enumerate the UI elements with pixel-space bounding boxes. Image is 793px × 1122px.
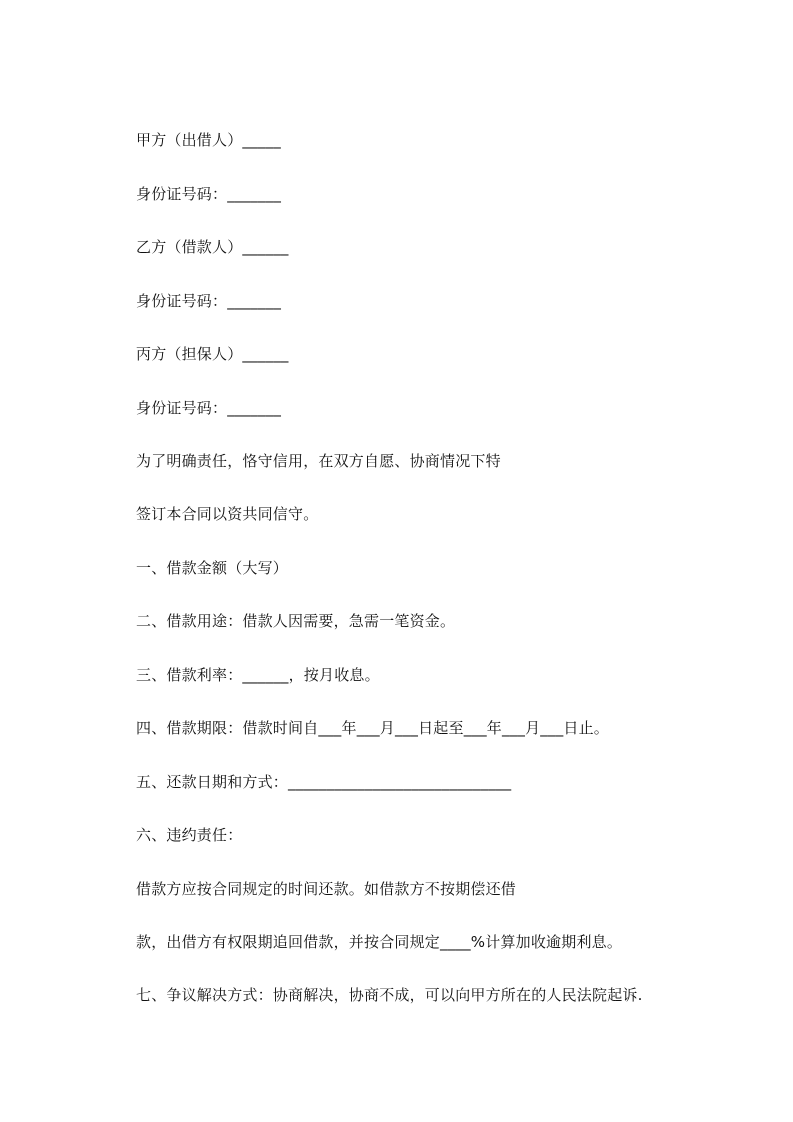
clause-6-text-line-2: 款，出借方有权限期追回借款，并按合同规定____%计算加收逾期利息。 xyxy=(136,933,623,951)
clause-2-loan-purpose: 二、借款用途：借款人因需要，急需一笔资金。 xyxy=(136,612,456,630)
clause-5-repayment: 五、还款日期和方式：_____________________________ xyxy=(136,773,512,791)
clause-1-loan-amount: 一、借款金额（大写） xyxy=(136,559,289,577)
party-c-guarantor: 丙方（担保人）______ xyxy=(136,345,289,363)
preamble-line-2: 签订本合同以资共同信守。 xyxy=(136,505,319,523)
party-a-lender: 甲方（出借人）_____ xyxy=(136,131,281,149)
preamble-line-1: 为了明确责任，恪守信用，在双方自愿、协商情况下特 xyxy=(136,452,501,470)
clause-6-heading: 六、违约责任： xyxy=(136,826,243,844)
party-b-borrower: 乙方（借款人）______ xyxy=(136,238,289,256)
clause-3-interest-rate: 三、借款利率：______，按月收息。 xyxy=(136,666,380,684)
party-b-id-number: 身份证号码：_______ xyxy=(136,292,282,310)
party-c-id-number: 身份证号码：_______ xyxy=(136,399,282,417)
clause-4-loan-term: 四、借款期限：借款时间自___年___月___日起至___年___月___日止。 xyxy=(136,719,610,737)
clause-7-dispute-resolution: 七、争议解决方式：协商解决，协商不成，可以向甲方所在的人民法院起诉. xyxy=(136,986,643,1004)
party-a-id-number: 身份证号码：_______ xyxy=(136,185,282,203)
clause-6-text-line-1: 借款方应按合同规定的时间还款。如借款方不按期偿还借 xyxy=(136,880,517,898)
